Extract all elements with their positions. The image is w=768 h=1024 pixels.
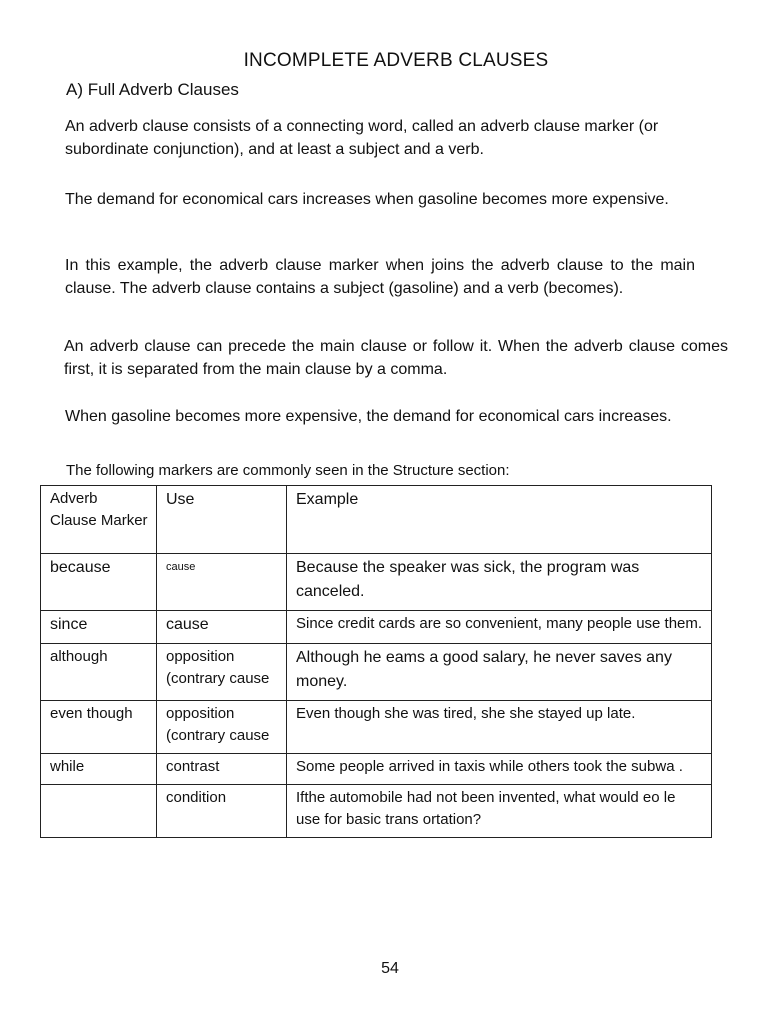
example-cell: Even though she was tired, she she stayed up late. — [287, 701, 712, 754]
use-cell: opposition (contrary cause — [157, 644, 287, 701]
marker-cell: since — [41, 611, 157, 644]
table-row — [41, 611, 712, 644]
table-header-row — [41, 486, 712, 554]
paragraph-definition: An adverb clause consists of a connecting word, called an adverb clause marker (or subordinate conjunction), and at least a subject and a verb. — [65, 118, 659, 158]
use-cell: opposition (contrary cause — [157, 701, 287, 754]
example-cell: Ifthe automobile had not been invented, what would eo le use for basic trans ortation? — [287, 785, 712, 838]
example-cell: Because the speaker was sick, the program was canceled. — [287, 554, 712, 611]
table-row — [41, 754, 712, 785]
marker-cell: even though — [41, 701, 157, 754]
table-row — [41, 701, 712, 754]
example-cell: Since credit cards are so convenient, many people use them. — [287, 611, 712, 644]
use-cell: contrast — [157, 754, 287, 785]
table-row — [41, 644, 712, 701]
table-row — [41, 554, 712, 611]
paragraph-example-1: The demand for economical cars increases when gasoline becomes more expensive. — [65, 191, 669, 208]
example-cell: Although he eams a good salary, he never saves any money. — [287, 644, 712, 701]
page-title: INCOMPLETE ADVERB CLAUSES — [243, 50, 549, 71]
paragraph-example-2: When gasoline becomes more expensive, the demand for economical cars increases. — [65, 408, 672, 425]
header-use: Use — [157, 486, 287, 554]
header-example: Example — [287, 486, 712, 554]
marker-cell — [41, 785, 157, 838]
section-heading: A) Full Adverb Clauses — [66, 80, 239, 99]
marker-cell: although — [41, 644, 157, 701]
table-row — [41, 785, 712, 838]
page-number: 54 — [381, 960, 399, 977]
paragraph-order-rule: An adverb clause can precede the main clause or follow it. When the adverb clause comes first, it is separated from the main clause by a comma. — [64, 338, 728, 378]
markers-table — [40, 485, 712, 838]
example-cell: Some people arrived in taxis while others took the subwa . — [287, 754, 712, 785]
use-cell: condition — [157, 785, 287, 838]
table-intro: The following markers are commonly seen in the Structure section: — [66, 462, 510, 479]
header-marker: Adverb Clause Marker — [41, 486, 157, 554]
use-cell: cause — [157, 554, 287, 611]
use-cell: cause — [157, 611, 287, 644]
marker-cell: because — [41, 554, 157, 611]
paragraph-explanation: In this example, the adverb clause marker when joins the adverb clause to the main clause. The adverb clause contains a subject (gasoline) and a verb (becomes). — [65, 257, 695, 297]
marker-cell: while — [41, 754, 157, 785]
